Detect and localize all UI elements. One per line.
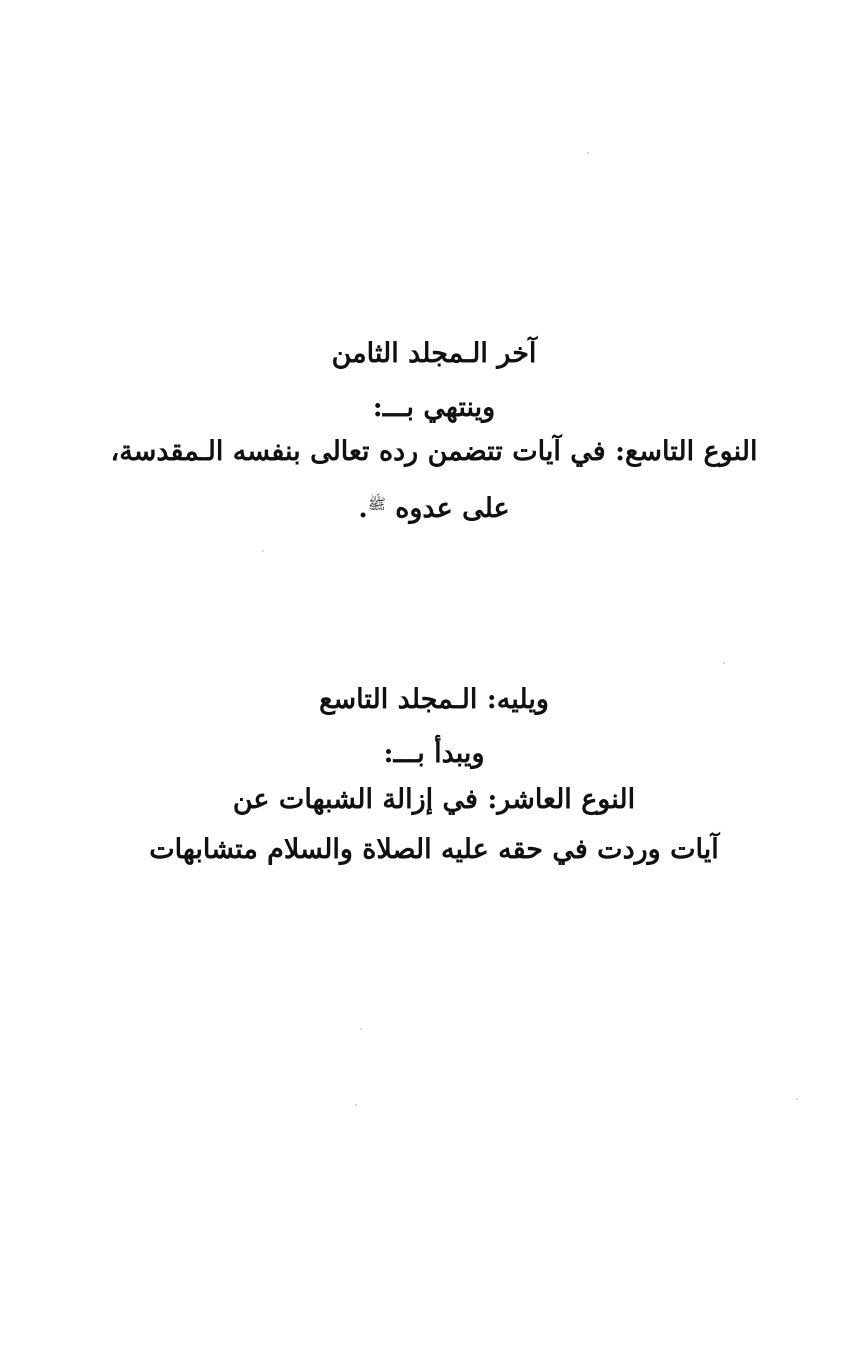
begins-with-label: ويبدأ بـــ:: [383, 738, 485, 769]
honorific-mark: ﷺ: [367, 495, 386, 513]
ends-with-label: وينتهي بـــ:: [372, 392, 496, 423]
scan-speck: [796, 1098, 798, 1100]
scan-speck: [360, 1028, 362, 1030]
scan-speck: [262, 550, 264, 552]
scan-speck: [723, 662, 725, 664]
next-volume-title: ويليه: الـمجلد التاسع: [319, 684, 549, 715]
scan-speck: [587, 152, 589, 154]
tenth-topic-line-1: النوع العاشر: في إزالة الشبهات عن: [232, 784, 636, 815]
ninth-topic-line-1: النوع التاسع: في آيات تتضمن رده تعالى بنفسه الـمقدسة،: [110, 436, 758, 467]
ninth-topic-line-2: [0, 484, 868, 529]
ninth-topic-line-2-text: على عدوه: [395, 493, 510, 524]
ninth-topic-line-2-end: .: [358, 493, 368, 524]
volume-end-title: آخر الـمجلد الثامن: [331, 338, 537, 369]
tenth-topic-line-2: آيات وردت في حقه عليه الصلاة والسلام متشابهات: [149, 834, 719, 865]
scan-speck: [355, 1104, 357, 1106]
